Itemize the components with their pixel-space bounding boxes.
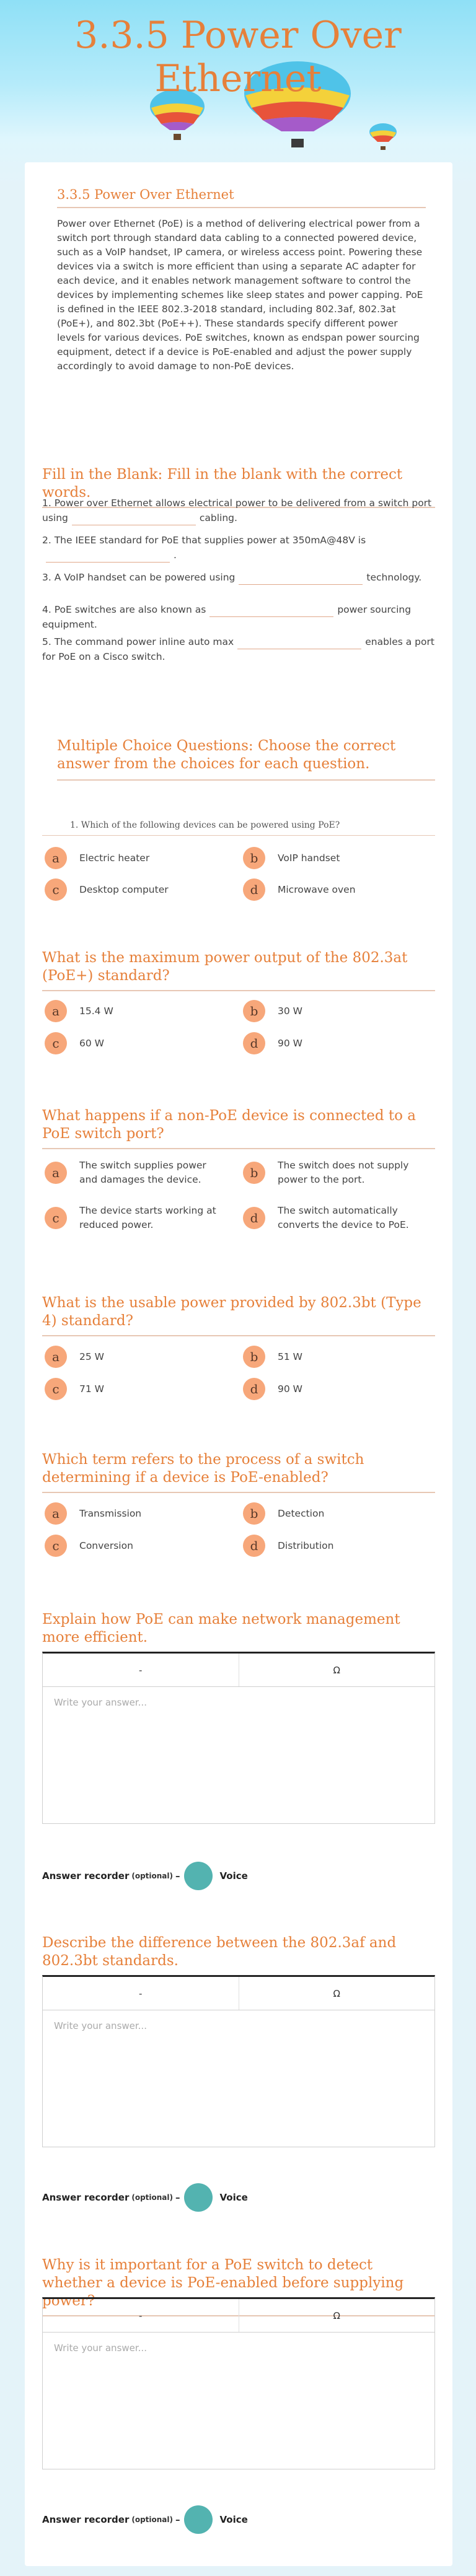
open-question-3: Why is it important for a PoE switch to detect whether a device is PoE-enabled before supplying power?	[42, 2256, 435, 2316]
mcq-title: Multiple Choice Questions: Choose the correct answer from the choices for each question.	[57, 737, 435, 781]
minus-tool-button[interactable]: -	[139, 2310, 143, 2321]
fill-blank-title: Fill in the Blank: Fill in the blank with the correct words.	[42, 466, 435, 508]
mcq-question-1: 1. Which of the following devices can be powered using PoE?	[42, 820, 435, 836]
omega-symbol-button[interactable]: Ω	[239, 1977, 435, 2010]
answer-textarea-3[interactable]: Write your answer...	[54, 2342, 147, 2354]
response-box-2	[42, 1975, 435, 2147]
intro-paragraph: Power over Ethernet (PoE) is a method of delivering electrical power from a switch port through standard data cabling to a connected powered device, such as a VoIP handset, IP camera, or wireless access point. Powering these devices via a switch is more efficient than using a separate AC adapter for each device, and it enables network management software to control the devices by implementing schemes like sleep states and power capping. PoE is defined in the IEEE 802.3-2018 standard, including 802.3af, 802.3at (PoE+), and 802.3bt (PoE++). These standards specify different power levels for various devices. PoE switches, known as endspan power sourcing equipment, detect if a device is PoE-enabled and adjust the power supply accordingly to avoid damage to non-PoE devices.	[57, 218, 423, 372]
open-question-2: Describe the difference between the 802.3af and 802.3bt standards.	[42, 1934, 435, 1976]
mcq-question-4: What is the usable power provided by 802.3bt (Type 4) standard?	[42, 1294, 435, 1336]
mcq-5-option-d[interactable]: d Distribution	[243, 1535, 429, 1557]
blank-input-1[interactable]	[72, 513, 196, 525]
fill-blank-item-4: 4. PoE switches are also known as power sourcing equipment.	[42, 604, 412, 630]
mcq-2-option-a[interactable]: a 15.4 W	[45, 1000, 231, 1022]
blank-input-4[interactable]	[209, 605, 333, 617]
mcq-5-option-a[interactable]: a Transmission	[45, 1502, 231, 1525]
mcq-4-option-c[interactable]: c 71 W	[45, 1378, 231, 1400]
response-toolbar	[43, 1977, 434, 2010]
mcq-3-option-c[interactable]: c The device starts working at reduced power.	[45, 1204, 231, 1232]
minus-tool-button[interactable]: -	[139, 1987, 143, 1999]
record-voice-button[interactable]	[184, 2183, 213, 2212]
fill-blank-item-1: 1. Power over Ethernet allows electrical power to be delivered from a switch port using cabling.	[42, 496, 435, 525]
hero-banner	[0, 0, 476, 186]
page-title: 3.3.5 Power Over Ethernet	[74, 14, 402, 100]
blank-input-3[interactable]	[239, 572, 363, 585]
answer-recorder-3: Answer recorder (optional) – Voice	[42, 2505, 248, 2534]
mcq-1-option-c[interactable]: c Desktop computer	[45, 878, 231, 901]
response-toolbar	[43, 1654, 434, 1687]
answer-recorder-2: Answer recorder (optional) – Voice	[42, 2183, 248, 2212]
intro-title: 3.3.5 Power Over Ethernet	[57, 187, 426, 208]
mcq-5-option-c[interactable]: c Conversion	[45, 1535, 231, 1557]
mcq-3-option-a[interactable]: a The switch supplies power and damages the device.	[45, 1159, 231, 1187]
worksheet-card	[25, 162, 452, 2566]
mcq-4-option-b[interactable]: b 51 W	[243, 1346, 429, 1368]
mcq-question-2: What is the maximum power output of the 802.3at (PoE+) standard?	[42, 949, 435, 991]
hot-air-balloon-right-icon	[367, 121, 399, 152]
mcq-question-3: What happens if a non-PoE device is connected to a PoE switch port?	[42, 1107, 435, 1149]
mcq-3-option-b[interactable]: b The switch does not supply power to the port.	[243, 1159, 429, 1187]
answer-textarea-1[interactable]: Write your answer...	[54, 1697, 147, 1708]
record-voice-button[interactable]	[184, 2505, 213, 2534]
response-box-1	[42, 1652, 435, 1824]
mcq-question-5: Which term refers to the process of a switch determining if a device is PoE-enabled?	[42, 1451, 435, 1493]
omega-symbol-button[interactable]: Ω	[239, 1654, 435, 1686]
minus-tool-button[interactable]: -	[139, 1664, 143, 1676]
mcq-4-option-d[interactable]: d 90 W	[243, 1378, 429, 1400]
fill-blank-item-2: 2. The IEEE standard for PoE that supplies power at 350mA@48V is.	[42, 533, 435, 563]
record-voice-button[interactable]	[184, 1862, 213, 1890]
open-question-1: Explain how PoE can make network management more efficient.	[42, 1611, 435, 1653]
mcq-4-option-a[interactable]: a 25 W	[45, 1346, 231, 1368]
response-box-3	[42, 2297, 435, 2469]
mcq-3-option-d[interactable]: d The switch automatically converts the device to PoE.	[243, 1204, 429, 1232]
mcq-2-option-b[interactable]: b 30 W	[243, 1000, 429, 1022]
mcq-5-option-b[interactable]: b Detection	[243, 1502, 429, 1525]
mcq-1-option-d[interactable]: d Microwave oven	[243, 878, 429, 901]
fill-blank-item-3: 3. A VoIP handset can be powered using technology.	[42, 570, 435, 585]
answer-recorder-1: Answer recorder (optional) – Voice	[42, 1862, 248, 1890]
answer-textarea-2[interactable]: Write your answer...	[54, 2020, 147, 2031]
omega-symbol-button[interactable]: Ω	[239, 2299, 435, 2332]
mcq-1-option-b[interactable]: b VoIP handset	[243, 847, 429, 869]
mcq-2-option-c[interactable]: c 60 W	[45, 1032, 231, 1054]
response-toolbar	[43, 2299, 434, 2333]
blank-input-2[interactable]	[46, 550, 170, 563]
mcq-2-option-d[interactable]: d 90 W	[243, 1032, 429, 1054]
fill-blank-item-5: 5. The command power inline auto max enables a port for PoE on a Cisco switch.	[42, 636, 434, 662]
mcq-1-option-a[interactable]: a Electric heater	[45, 847, 231, 869]
blank-input-5[interactable]	[237, 637, 361, 649]
